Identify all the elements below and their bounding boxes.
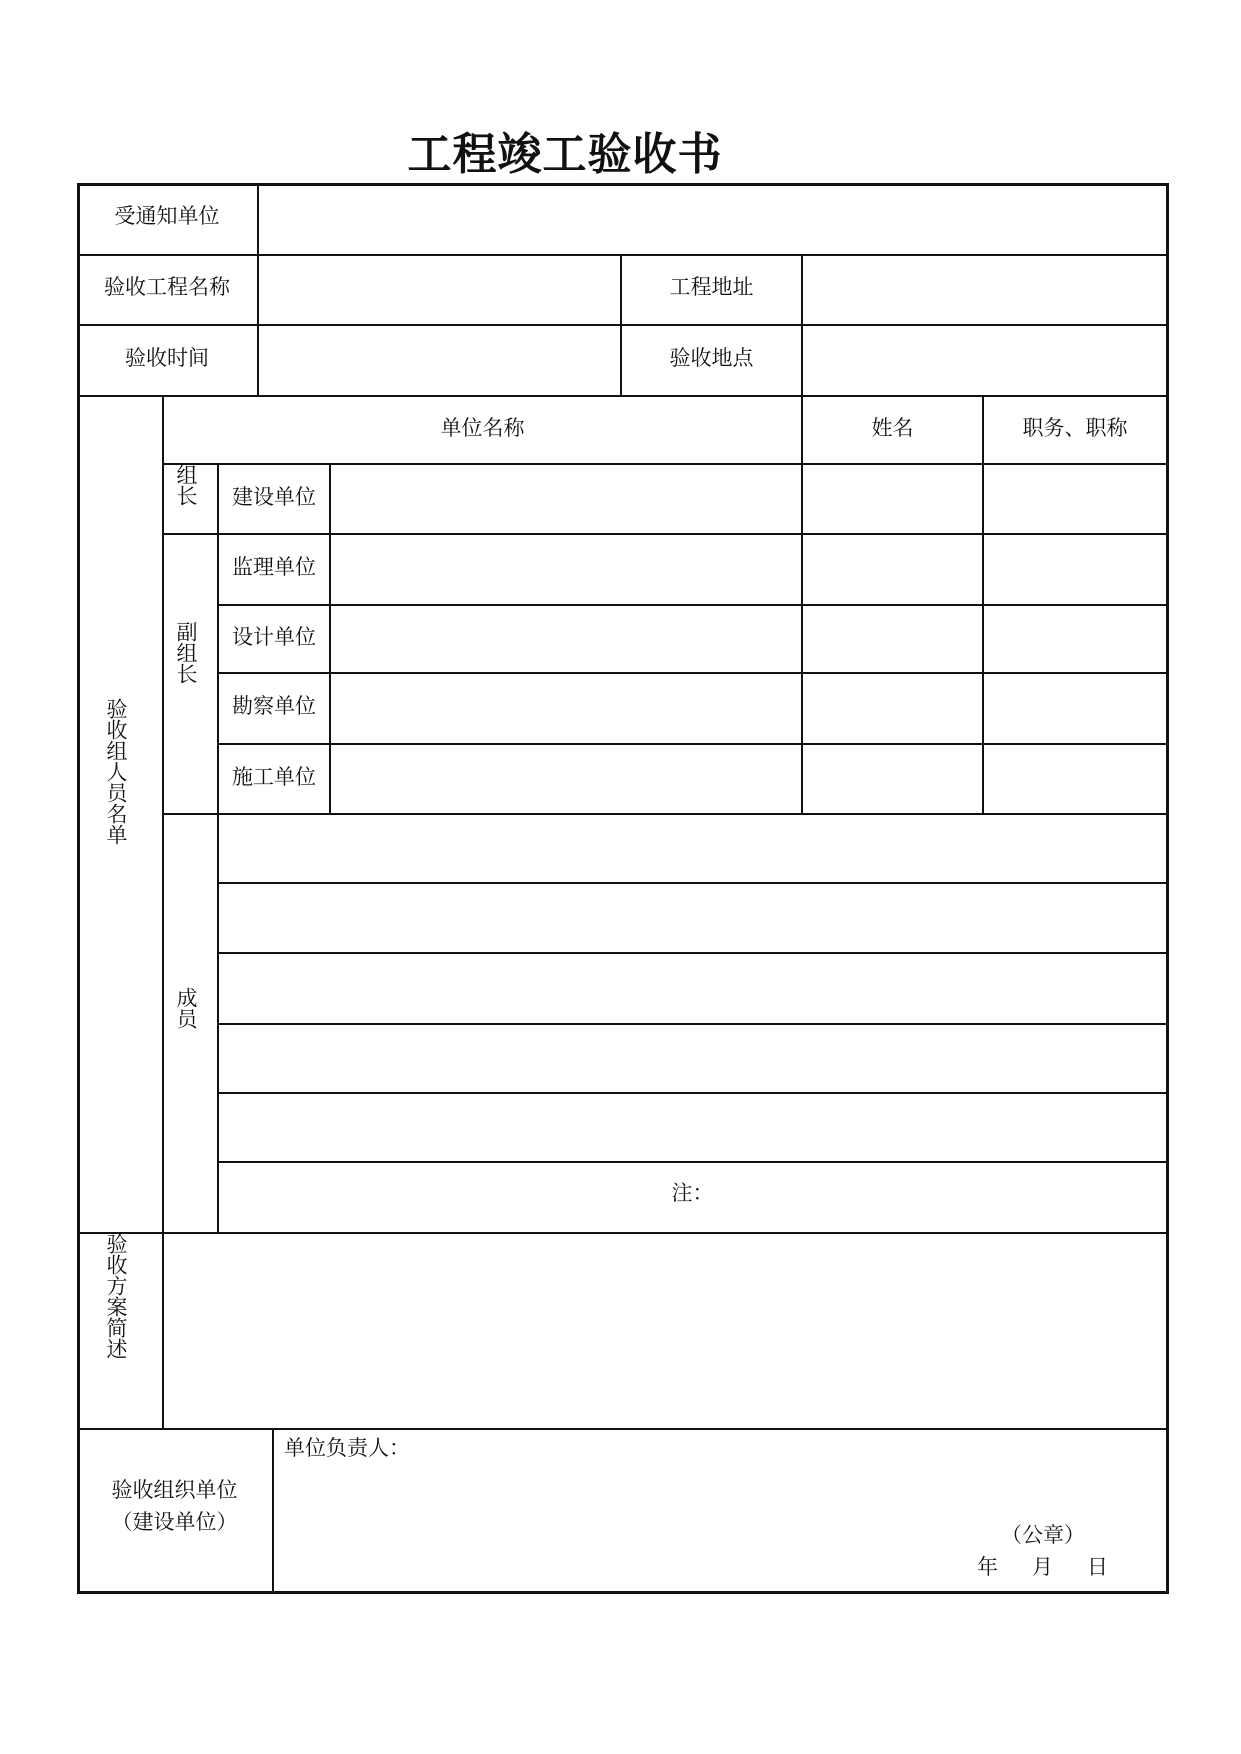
acceptance-place-field[interactable]: [803, 326, 1166, 395]
organizer-sublabel: （建设单位）: [111, 1510, 238, 1534]
unit-label-design: 设计单位: [232, 625, 316, 649]
column-header-name: 姓名: [871, 416, 914, 440]
leader-label: 组长: [174, 464, 198, 506]
unit-label-construction: 建设单位: [232, 485, 316, 509]
border-bottom: [77, 1591, 1169, 1594]
project-address-field[interactable]: [803, 256, 1166, 324]
deputy-label: 副组长: [174, 621, 198, 684]
project-name-label: 验收工程名称: [104, 275, 230, 299]
rule: [217, 882, 1169, 884]
rule: [217, 1092, 1169, 1094]
members-section-label: 验收组人员名单: [104, 698, 128, 845]
plan-section-label: 验收方案简述: [104, 1233, 128, 1359]
project-address-label: 工程地址: [669, 275, 754, 299]
column-header-unit-name: 单位名称: [440, 416, 525, 440]
column-header-title: 职务、职称: [1022, 416, 1128, 440]
acceptance-time-field[interactable]: [259, 326, 620, 395]
person-title-field[interactable]: [984, 465, 1166, 533]
date-year-label: 年: [977, 1555, 998, 1579]
member-label: 成员: [174, 987, 198, 1029]
unit-label-supervision: 监理单位: [232, 555, 316, 579]
rule: [217, 743, 1169, 745]
project-name-field[interactable]: [259, 256, 620, 324]
rule: [217, 1023, 1169, 1025]
date-day-label: 日: [1087, 1555, 1108, 1579]
rule: [217, 604, 1169, 606]
document-title: 工程竣工验收书: [407, 129, 723, 180]
responsible-person-label: 单位负责人：: [284, 1436, 410, 1460]
rule: [162, 533, 1169, 535]
rule: [217, 1161, 1169, 1163]
person-name-field[interactable]: [803, 465, 982, 533]
rule: [162, 813, 1169, 815]
unit-label-contractor: 施工单位: [232, 765, 316, 789]
organizer-label: 验收组织单位: [111, 1478, 238, 1502]
acceptance-place-label: 验收地点: [669, 346, 754, 370]
rule: [217, 952, 1169, 954]
notified-unit-field[interactable]: [259, 186, 1166, 254]
date-month-label: 月: [1032, 1555, 1053, 1579]
unit-name-field[interactable]: [331, 465, 801, 533]
plan-summary-field[interactable]: [164, 1234, 1166, 1428]
rule: [77, 395, 1169, 397]
unit-label-survey: 勘察单位: [232, 694, 316, 718]
official-seal-label: （公章）: [1001, 1523, 1085, 1547]
notified-unit-label: 受通知单位: [114, 204, 220, 228]
rule: [272, 1428, 274, 1593]
acceptance-time-label: 验收时间: [125, 346, 209, 370]
acceptance-form: [77, 183, 1169, 1594]
rule: [77, 1428, 1169, 1430]
members-note: 注：: [671, 1181, 714, 1205]
rule: [217, 672, 1169, 674]
